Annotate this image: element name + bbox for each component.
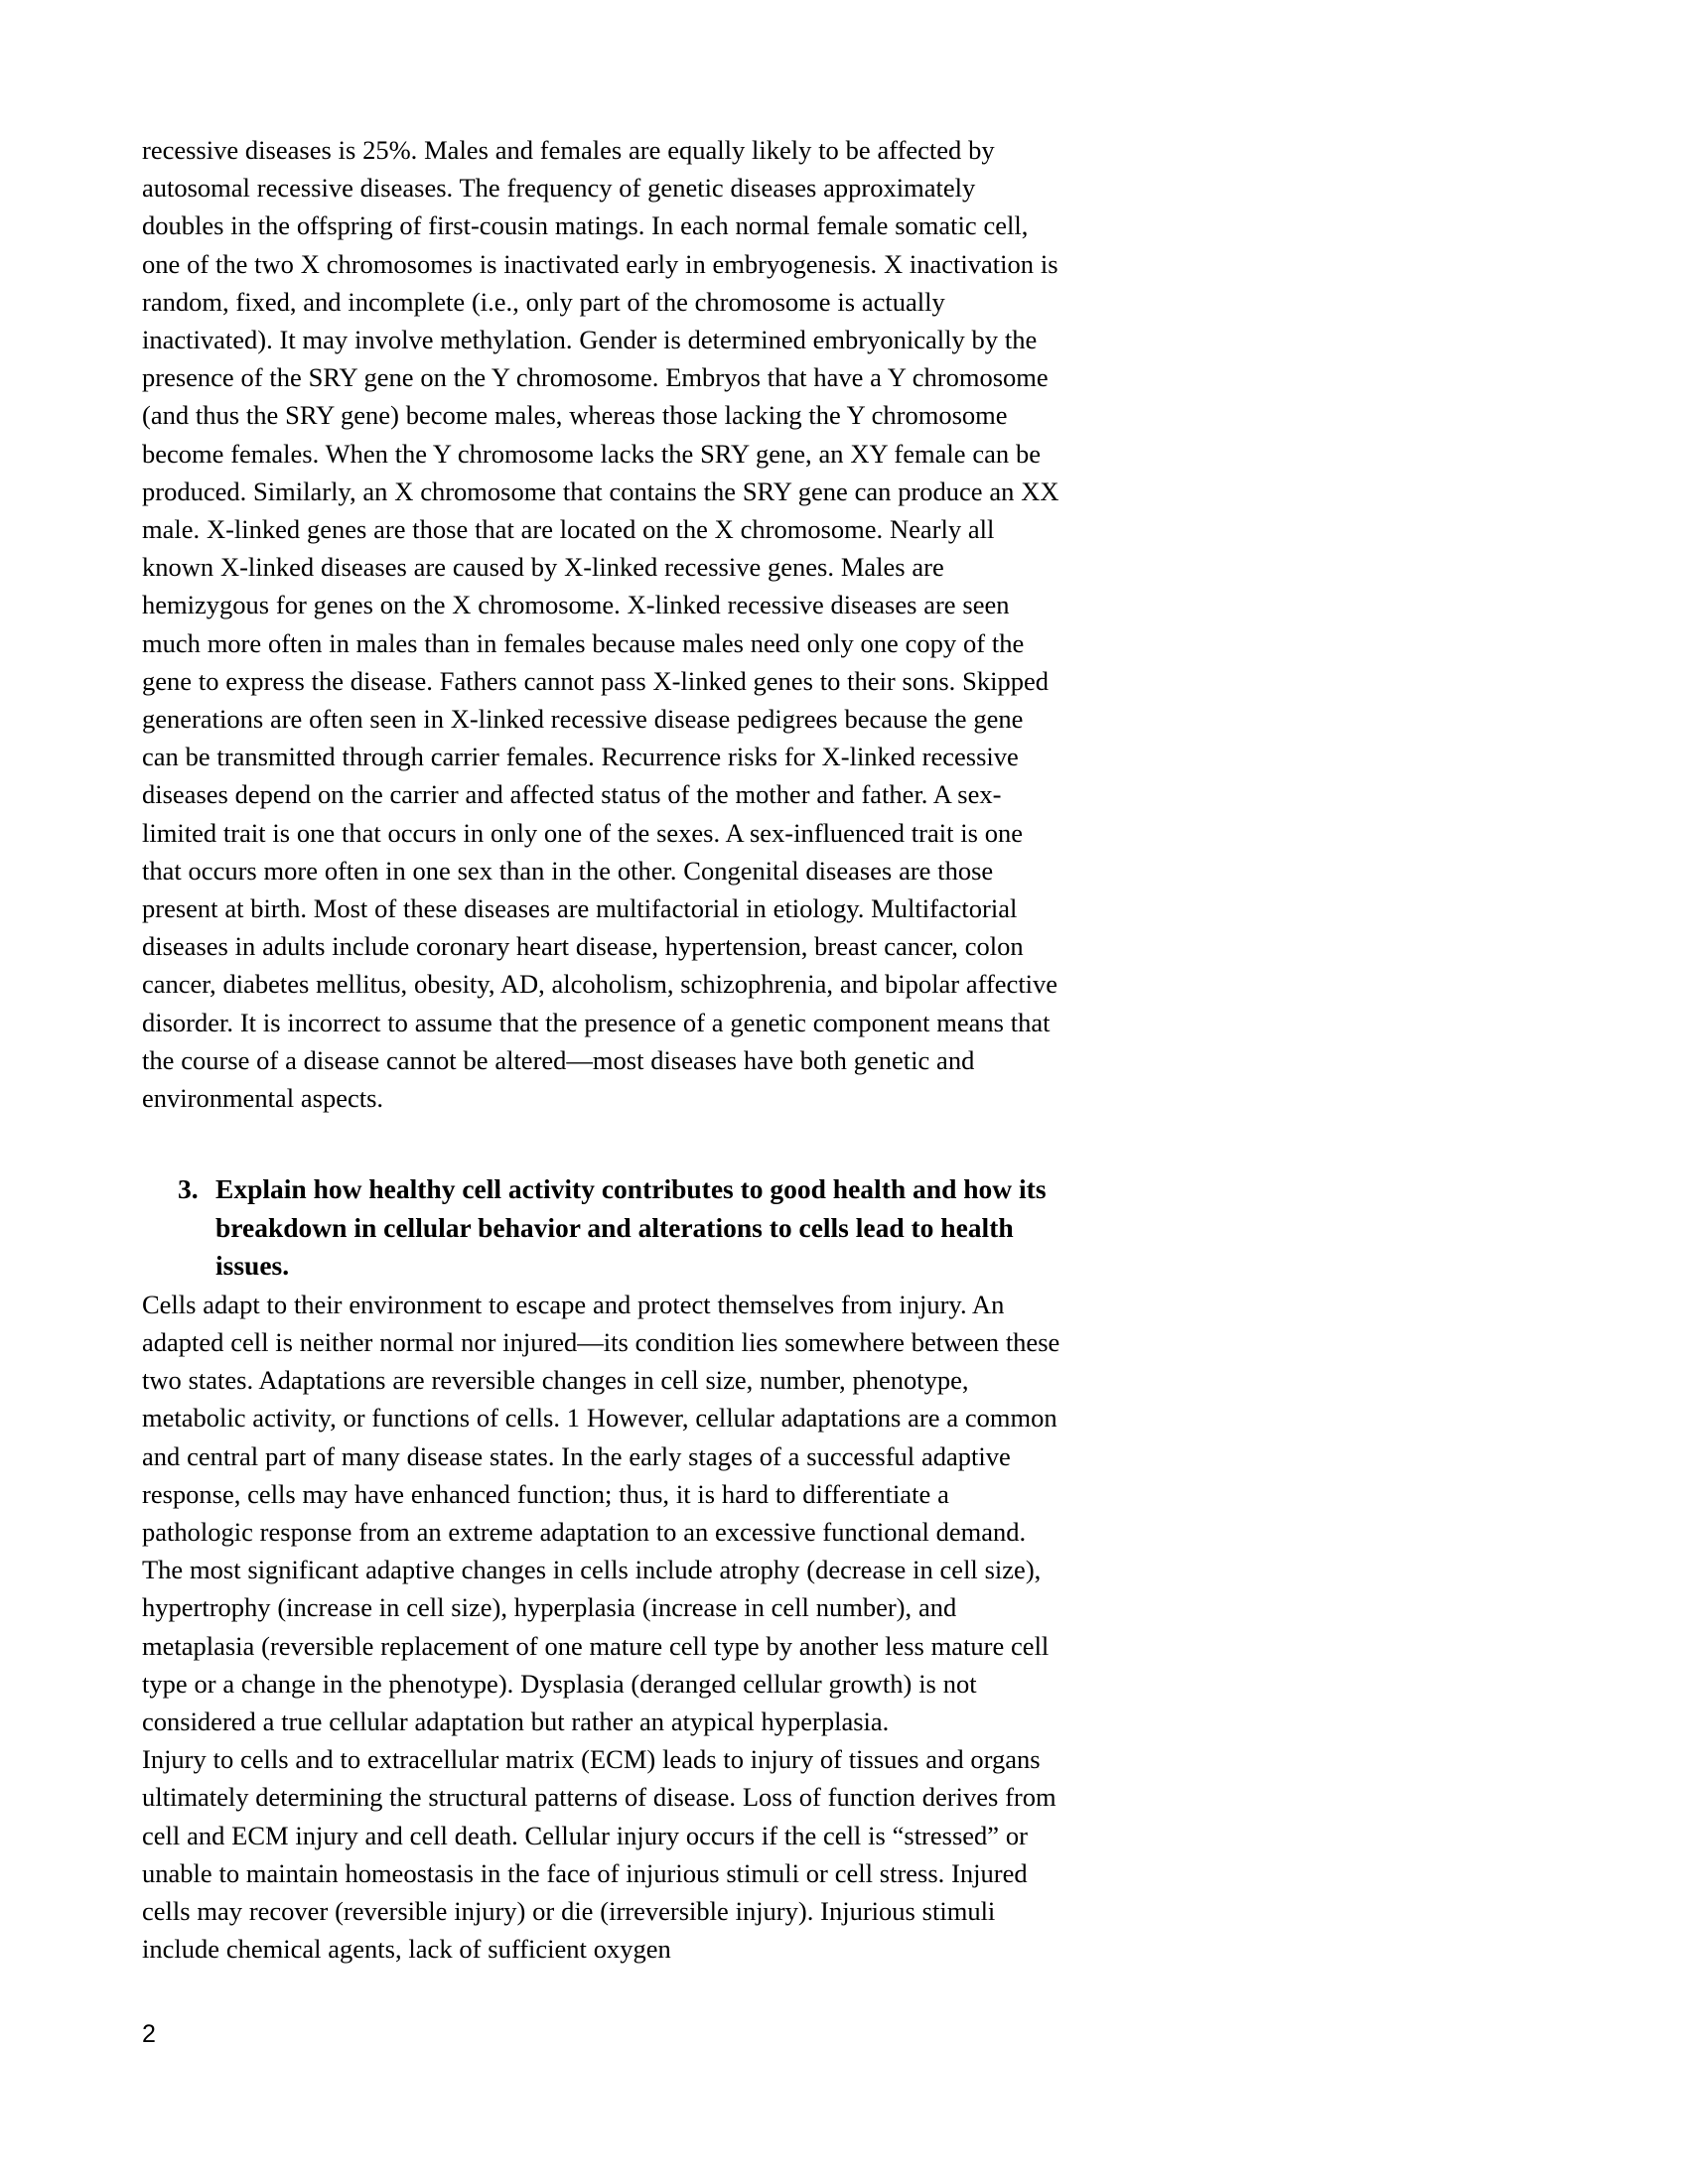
paragraph-genetics-intro: recessive diseases is 25%. Males and females are equally likely to be affected by autosomal recessive diseases. The frequency of genetic diseases approximately doubles in the offspring of first-cousin matings. In each normal female somatic cell, one of the two X chromosomes is inactivated early in embryogenesis. X inactivation is random, fixed, and incomplete (i.e., only part of the chromosome is actually inactivated). It may involve methylation. Gender is determined embryonically by the presence of the SRY gene on the Y chromosome. Embryos that have a Y chromosome (and thus the SRY gene) become males, whereas those lacking the Y chromosome become females. When the Y chromosome lacks the SRY gene, an XY female can be produced. Similarly, an X chromosome that contains the SRY gene can produce an XX male. X-linked genes are those that are located on the X chromosome. Nearly all known X-linked diseases are caused by X-linked recessive genes. Males are hemizygous for genes on the X chromosome. X-linked recessive diseases are seen much more often in males than in females because males need only one copy of the gene to express the disease. Fathers cannot pass X-linked genes to their sons. Skipped generations are often seen in X-linked recessive disease pedigrees because the gene can be transmitted through carrier females. Recurrence risks for X-linked recessive diseases depend on the carrier and affected status of the mother and father. A sex-limited trait is one that occurs in only one of the sexes. A sex-influenced trait is one that occurs more often in one sex than in the other. Congenital diseases are those present at birth. Most of these diseases are multifactorial in etiology. Multifactorial diseases in adults include coronary heart disease, hypertension, breast cancer, colon cancer, diabetes mellitus, obesity, AD, alcoholism, schizophrenia, and bipolar affective disorder. It is incorrect to assume that the presence of a genetic component means that the course of a disease cannot be altered—most diseases have both genetic and environmental aspects. xyxy=(142,135,1059,1114)
page-number: 2 xyxy=(142,2020,156,2048)
heading-title: Explain how healthy cell activity contributes to good health and how its breakdown in cellular behavior and alterations to cells lead to health issues. xyxy=(215,1173,1047,1282)
paragraph-cell-adaptation: Cells adapt to their environment to escape and protect themselves from injury. An adapted cell is neither normal nor injured—its condition lies somewhere between these two states. Adaptations are reversible changes in cell size, number, phenotype, metabolic activity, or functions of cells. 1 However, cellular adaptations are a common and central part of many disease states. In the early stages of a successful adaptive response, cells may have enhanced function; thus, it is hard to differentiate a pathologic response from an extreme adaptation to an excessive functional demand. The most significant adaptive changes in cells include atrophy (decrease in cell size), hypertrophy (increase in cell size), hyperplasia (increase in cell number), and metaplasia (reversible replacement of one mature cell type by another less mature cell type or a change in the phenotype). Dysplasia (deranged cellular growth) is not considered a true cellular adaptation but rather an atypical hyperplasia. xyxy=(142,1289,1060,1737)
numbered-heading-3 xyxy=(142,1170,1060,1286)
heading-list-number: 3. xyxy=(178,1173,199,1205)
paragraph-cell-injury: Injury to cells and to extracellular matrix (ECM) leads to injury of tissues and organs ultimately determining the structural patterns of disease. Loss of function derives from cell and ECM injury and cell death. Cellular injury occurs if the cell is “stressed” or unable to maintain homeostasis in the face of injurious stimuli or cell stress. Injured cells may recover (reversible injury) or die (irreversible injury). Injurious stimuli include chemical agents, lack of sufficient oxygen xyxy=(142,1744,1056,1965)
page-content xyxy=(142,131,1060,1968)
